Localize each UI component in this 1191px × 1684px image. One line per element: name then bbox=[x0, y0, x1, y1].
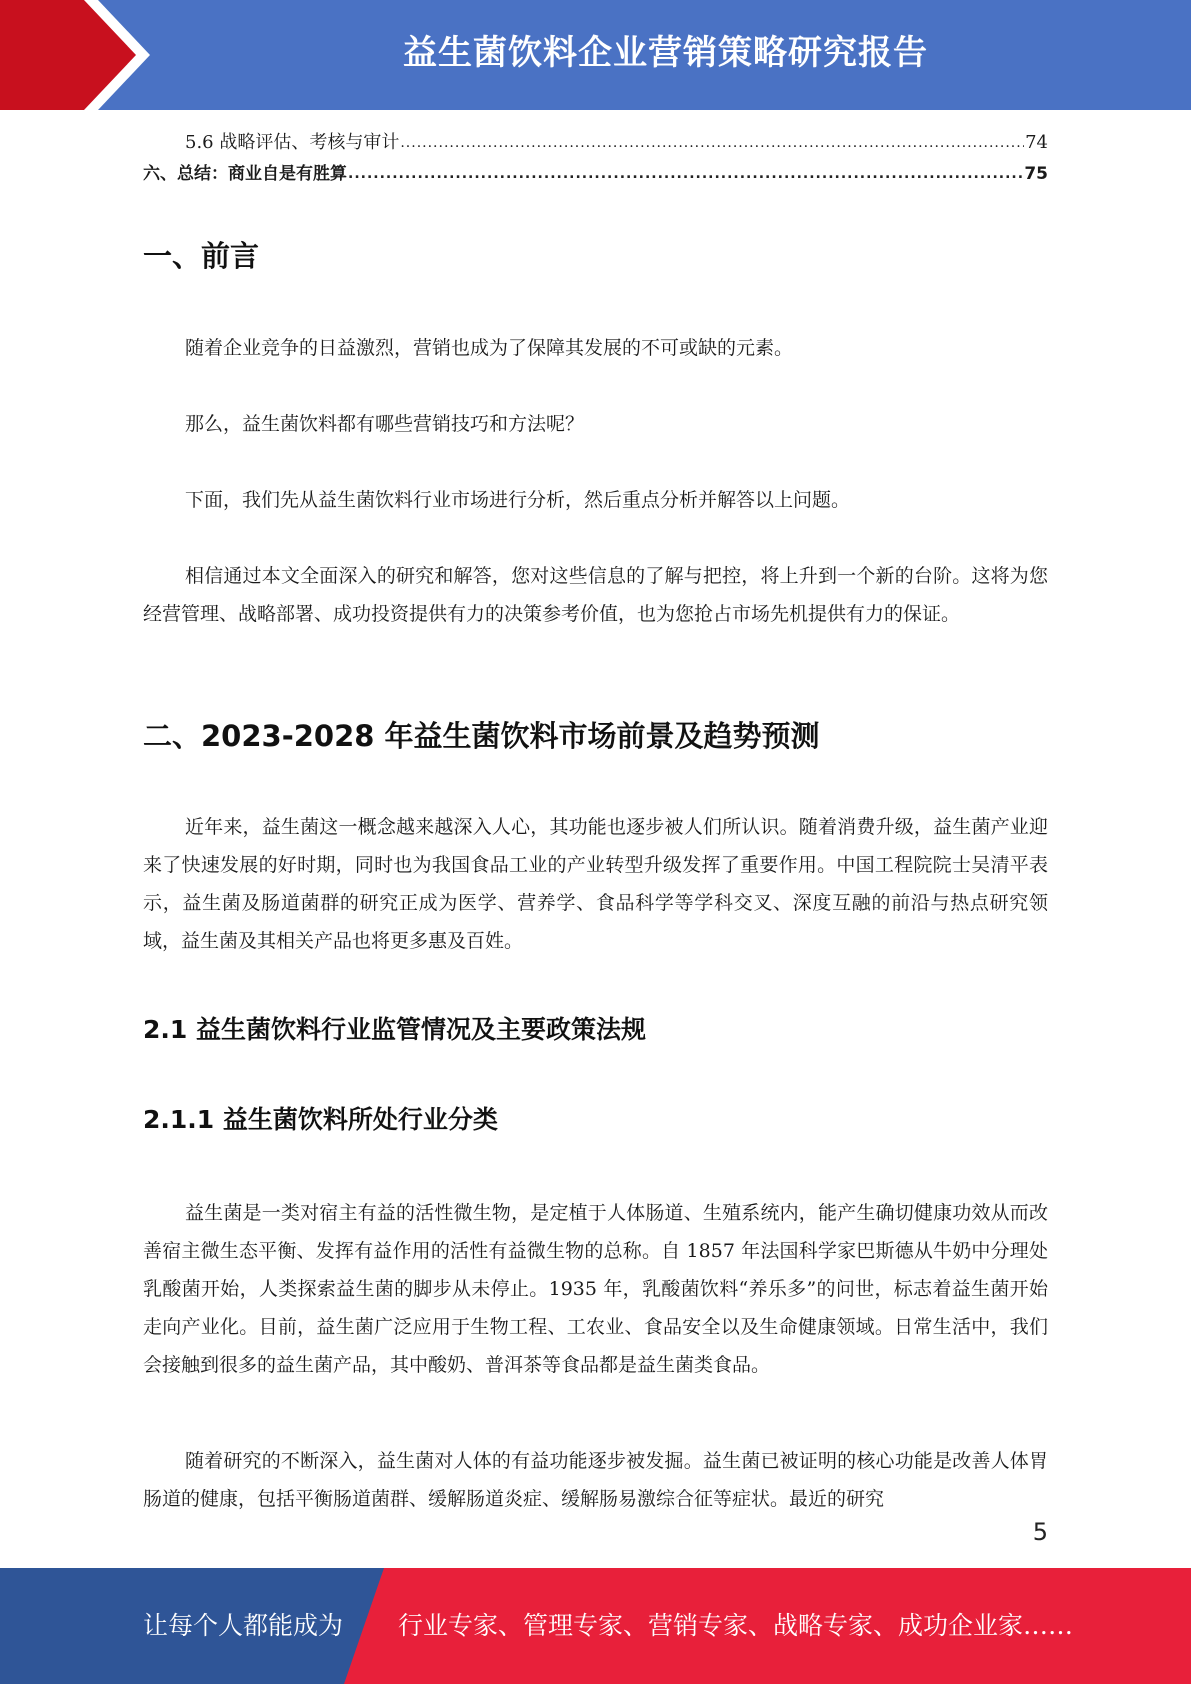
section-heading-market-outlook: 二、2023-2028 年益生菌饮料市场前景及趋势预测 bbox=[143, 719, 820, 753]
toc-entry-label: 5.6 战略评估、考核与审计 bbox=[185, 132, 400, 153]
footer-slogan-right: 行业专家、管理专家、营销专家、战略专家、成功企业家…… bbox=[398, 1611, 1074, 1640]
paragraph: 随着企业竞争的日益激烈，营销也成为了保障其发展的不可或缺的元素。 bbox=[185, 337, 794, 359]
paragraph: 相信通过本文全面深入的研究和解答，您对这些信息的了解与把控，将上升到一个新的台阶。这将为您经营管理、战略部署、成功投资提供有力的决策参考价值，也为您抢占市场先机提供有力的保证。 bbox=[143, 565, 1048, 625]
paragraph: 随着研究的不断深入，益生菌对人体的有益功能逐步被发掘。益生菌已被证明的核心功能是改善人体胃肠道的健康，包括平衡肠道菌群、缓解肠道炎症、缓解肠易激综合征等症状。最近的研究 bbox=[143, 1450, 1048, 1510]
page-header bbox=[0, 0, 1191, 110]
toc-leader-dots bbox=[348, 161, 1023, 187]
page-number: 5 bbox=[1032, 1518, 1048, 1546]
footer-slogan-left: 让每个人都能成为 bbox=[143, 1611, 344, 1640]
subsection-heading-classification: 2.1.1 益生菌饮料所处行业分类 bbox=[143, 1105, 498, 1134]
paragraph: 益生菌是一类对宿主有益的活性微生物，是定植于人体肠道、生殖系统内，能产生确切健康功效从而改善宿主微生态平衡、发挥有益作用的活性有益微生物的总称。自 1857 年法国科学家巴斯德从牛奶中分理处乳酸菌开始，人类探索益生菌的脚步从未停止。1935 年，乳酸菌饮料“养乐多”的问世，标志着益生菌开始走向产业化。目前，益生菌广泛应用于生物工程、工农业、食品安全以及生命健康领域。日常生活中，我们会接触到很多的益生菌产品，其中酸奶、普洱茶等食品都是益生菌类食品。 bbox=[143, 1202, 1048, 1376]
report-title: 益生菌饮料企业营销策略研究报告 bbox=[403, 33, 928, 73]
toc-entry-label: 六、总结：商业自是有胜算 bbox=[143, 164, 347, 184]
section-heading-preface: 一、前言 bbox=[143, 239, 260, 273]
toc-leader-dots bbox=[400, 130, 1024, 156]
toc-entry[interactable] bbox=[143, 161, 1048, 187]
subsection-heading-regulation: 2.1 益生菌饮料行业监管情况及主要政策法规 bbox=[143, 1015, 646, 1044]
paragraph: 那么，益生菌饮料都有哪些营销技巧和方法呢？ bbox=[185, 413, 585, 435]
toc-entry[interactable] bbox=[143, 130, 1048, 156]
paragraph: 近年来，益生菌这一概念越来越深入人心，其功能也逐步被人们所认识。随着消费升级，益生菌产业迎来了快速发展的好时期，同时也为我国食品工业的产业转型升级发挥了重要作用。中国工程院院士吴清平表示，益生菌及肠道菌群的研究正成为医学、营养学、食品科学等学科交叉、深度互融的前沿与热点研究领域，益生菌及其相关产品也将更多惠及百姓。 bbox=[143, 816, 1048, 952]
paragraph: 下面，我们先从益生菌饮料行业市场进行分析，然后重点分析并解答以上问题。 bbox=[185, 489, 851, 511]
toc-entry-page: 74 bbox=[1025, 132, 1048, 153]
page-footer bbox=[0, 1568, 1191, 1684]
header-chevron-decoration bbox=[0, 0, 160, 110]
toc-entry-page: 75 bbox=[1024, 164, 1048, 184]
